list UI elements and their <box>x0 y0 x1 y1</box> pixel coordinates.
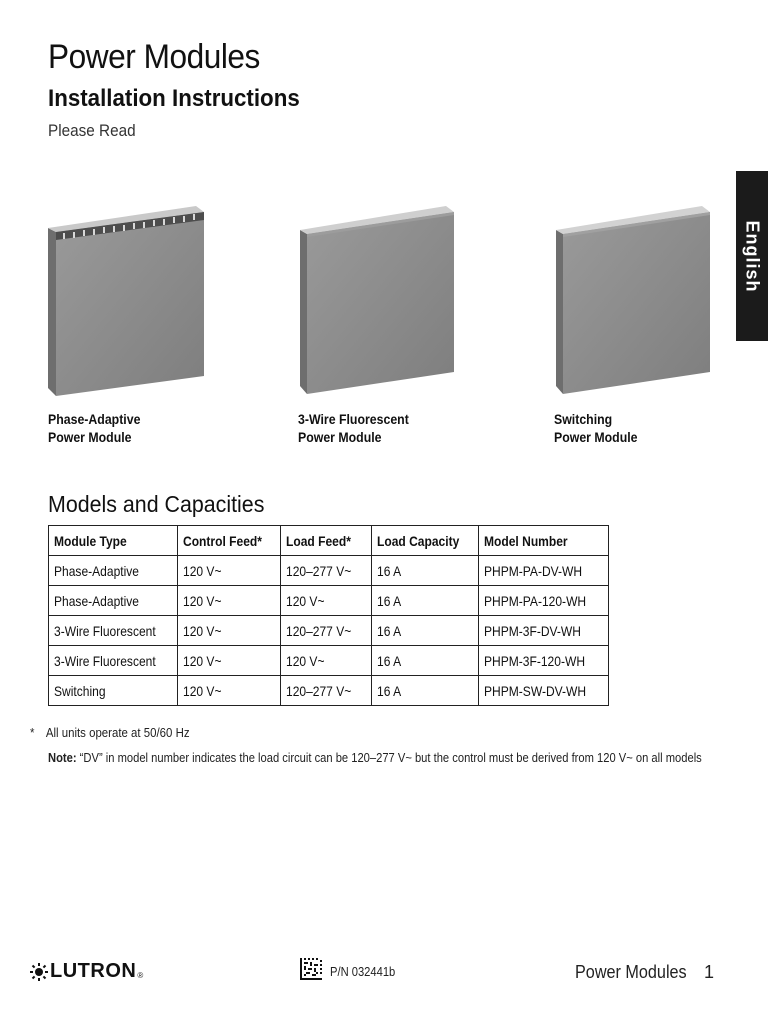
module-caption-line1: 3-Wire Fluorescent <box>298 411 409 427</box>
footnote-text: All units operate at 50/60 Hz <box>45 725 190 740</box>
table-cell: 120–277 V~ <box>281 676 372 706</box>
column-header: Load Capacity <box>372 526 479 556</box>
3-wire-module-image <box>298 200 460 400</box>
table-cell: PHPM-SW-DV-WH <box>478 676 608 706</box>
table-cell: 16 A <box>372 616 479 646</box>
language-tab-label: English <box>742 219 763 293</box>
footer-doc-title: Power Modules <box>575 962 687 982</box>
module-caption-line1: Switching <box>554 411 613 427</box>
part-number: P/N 032441b <box>330 964 396 979</box>
note-label: Note: <box>48 750 77 765</box>
table-cell: PHPM-3F-120-WH <box>478 646 608 676</box>
module-caption-line2: Power Module <box>48 429 132 445</box>
module-caption-line2: Power Module <box>554 429 638 445</box>
module-caption-phase-adaptive <box>48 410 140 446</box>
table-cell: PHPM-PA-DV-WH <box>478 556 608 586</box>
table-cell: 120 V~ <box>178 556 281 586</box>
page-title: Power Modules <box>48 38 260 76</box>
language-tab <box>736 171 768 341</box>
table-cell: 120 V~ <box>178 646 281 676</box>
registered-mark: ® <box>137 971 144 980</box>
table-cell: 16 A <box>372 676 479 706</box>
table-cell: PHPM-PA-120-WH <box>478 586 608 616</box>
table-cell: 16 A <box>372 586 479 616</box>
table-cell: 120 V~ <box>178 616 281 646</box>
column-header: Control Feed* <box>178 526 281 556</box>
table-row <box>49 556 609 586</box>
table-cell: Phase-Adaptive <box>49 586 178 616</box>
table-cell: Switching <box>49 676 178 706</box>
lutron-logo <box>30 960 143 983</box>
table-cell: 120–277 V~ <box>281 616 372 646</box>
brand-name: LUTRON <box>50 960 137 982</box>
lutron-sun-icon <box>30 963 48 981</box>
table-cell: 16 A <box>372 556 479 586</box>
models-heading: Models and Capacities <box>48 491 265 517</box>
footnote <box>30 725 190 740</box>
table-cell: Phase-Adaptive <box>49 556 178 586</box>
table-cell: 120 V~ <box>281 646 372 676</box>
table-row <box>49 586 609 616</box>
page-subtitle: Installation Instructions <box>48 85 300 112</box>
module-caption-switching <box>554 410 638 446</box>
table-cell: 3-Wire Fluorescent <box>49 646 178 676</box>
datamatrix-code-icon <box>300 958 322 980</box>
table-row <box>49 616 609 646</box>
column-header: Model Number <box>478 526 608 556</box>
table-cell: 120 V~ <box>178 586 281 616</box>
module-caption-3-wire <box>298 410 409 446</box>
footnote-marker: * <box>30 725 35 740</box>
table-cell: PHPM-3F-DV-WH <box>478 616 608 646</box>
note-text: “DV” in model number indicates the load circuit can be 120–277 V~ but the control must be derived from 120 V~ on all models <box>79 750 702 765</box>
table-header-row <box>49 526 609 556</box>
table-cell: 120 V~ <box>281 586 372 616</box>
page-number: 1 <box>704 962 715 982</box>
models-table <box>48 525 609 706</box>
phase-adaptive-module-image <box>46 200 208 400</box>
model-note <box>48 749 710 766</box>
table-row <box>49 676 609 706</box>
table-cell: 3-Wire Fluorescent <box>49 616 178 646</box>
table-cell: 120 V~ <box>178 676 281 706</box>
table-cell: 16 A <box>372 646 479 676</box>
table-row <box>49 646 609 676</box>
module-caption-line1: Phase-Adaptive <box>48 411 141 427</box>
column-header: Module Type <box>49 526 178 556</box>
column-header: Load Feed* <box>281 526 372 556</box>
table-cell: 120–277 V~ <box>281 556 372 586</box>
please-read-note: Please Read <box>48 121 136 140</box>
module-caption-line2: Power Module <box>298 429 382 445</box>
switching-module-image <box>554 200 716 400</box>
